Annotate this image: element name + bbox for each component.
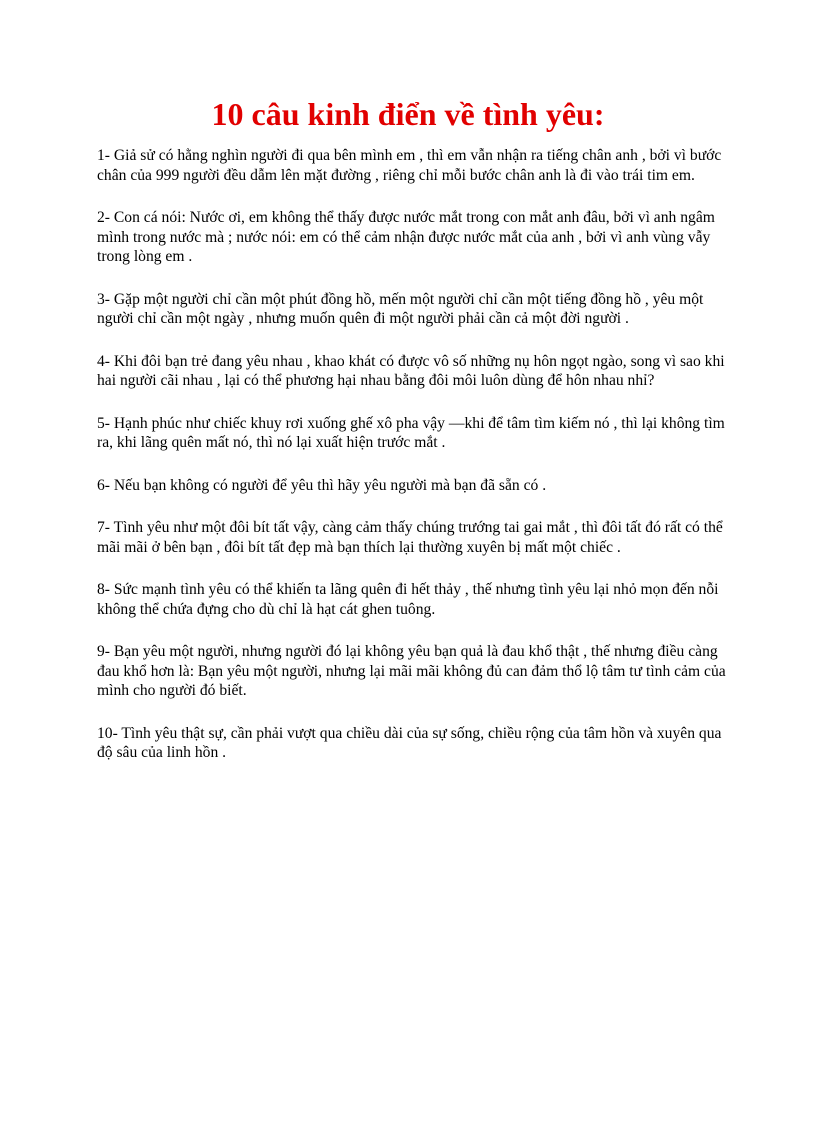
paragraph-2: 2- Con cá nói: Nước ơi, em không thể thấy được nước mắt trong con mắt anh đâu, bởi vì anh ngâm mình trong nước mà ; nước nói: em có thể cảm nhận được nước mắt của anh , bởi vì anh vùng vẫy trong lòng em . [97,209,715,265]
paragraph-3: 3- Gặp một người chỉ cần một phút đồng hồ, mến một người chỉ cần một tiếng đồng hồ , yêu một người chỉ cần một ngày , nhưng muốn quên đi một người phải cần cả một đời người . [97,290,704,327]
paragraph-9: 9- Bạn yêu một người, nhưng người đó lại không yêu bạn quả là đau khổ thật , thế nhưng điều càng đau khổ hơn là: Bạn yêu một người, nhưng lại mãi mãi không đủ can đảm thổ lộ tâm tư tình cảm của mình cho người đó biết. [97,643,726,699]
paragraph-6: 6- Nếu bạn không có người để yêu thì hãy yêu người mà bạn đã sẵn có . [97,476,547,494]
paragraph-10: 10- Tình yêu thật sự, cần phải vượt qua chiều dài của sự sống, chiều rộng của tâm hồn và xuyên qua độ sâu của linh hồn . [97,724,722,761]
paragraph-4: 4- Khi đôi bạn trẻ đang yêu nhau , khao khát có được vô số những nụ hôn ngọt ngào, song vì sao khi hai người cãi nhau , lại có thể phương hại nhau bằng đôi môi luôn dùng để hôn nhau nhỉ? [97,352,725,389]
document-body [97,146,727,786]
paragraph-1: 1- Giả sử có hằng nghìn người đi qua bên mình em , thì em vẫn nhận ra tiếng chân anh , bởi vì bước chân của 999 người đều dẫm lên mặt đường , riêng chỉ mỗi bước chân anh là đi vào trái tim em. [97,147,722,184]
page-title: 10 câu kinh điển về tình yêu: [211,96,605,132]
paragraph-8: 8- Sức mạnh tình yêu có thể khiến ta lãng quên đi hết thảy , thế nhưng tình yêu lại nhỏ mọn đến nỗi không thể chứa đựng cho dù chỉ là hạt cát ghen tuông. [97,581,719,618]
paragraph-5: 5- Hạnh phúc như chiếc khuy rơi xuống ghế xô pha vậy —khi để tâm tìm kiếm nó , thì lại không tìm ra, khi lãng quên mất nó, thì nó lại xuất hiện trước mắt . [97,414,725,451]
paragraph-7: 7- Tình yêu như một đôi bít tất vậy, càng cảm thấy chúng trướng tai gai mắt , thì đôi tất đó rất có thể mãi mãi ở bên bạn , đôi bít tất đẹp mà bạn thích lại thường xuyên bị mất một chiếc . [97,519,723,556]
